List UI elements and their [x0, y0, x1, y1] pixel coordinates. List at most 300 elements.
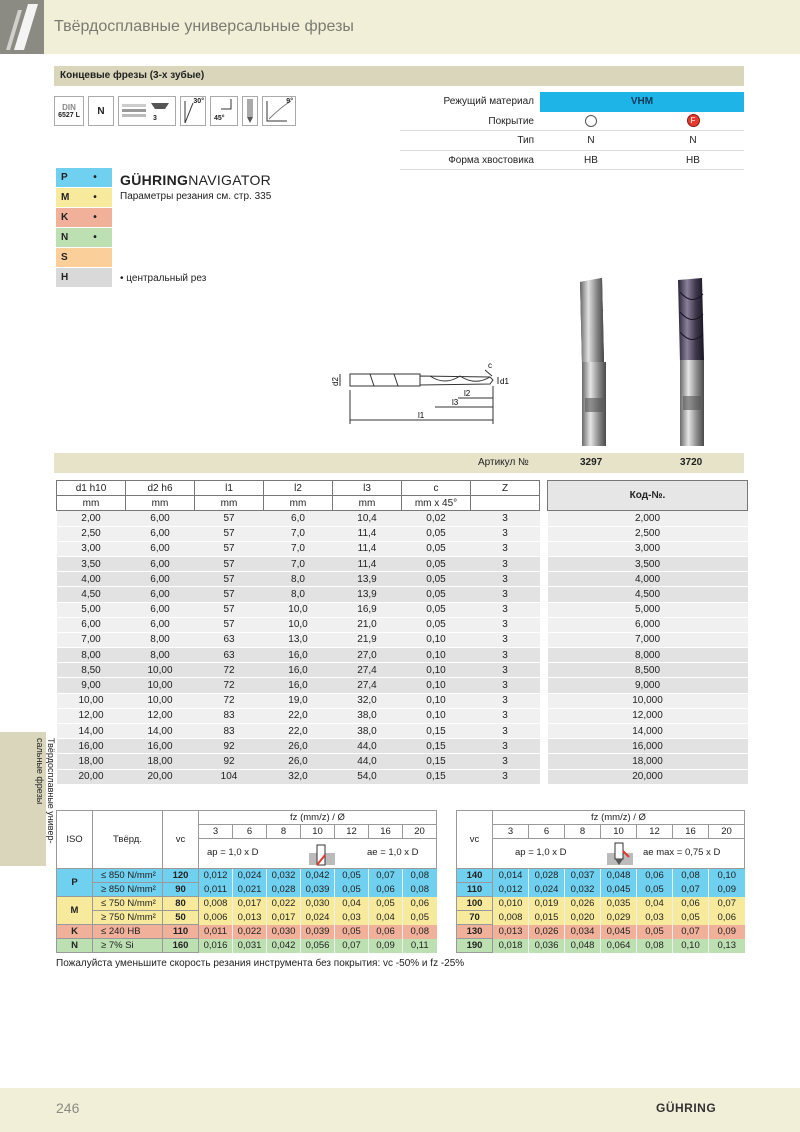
col-c: c	[402, 481, 471, 496]
type-icon	[88, 96, 114, 126]
code-cell: 14,000	[548, 724, 748, 739]
tool-icons	[54, 96, 296, 126]
diameter: 16	[369, 825, 403, 839]
coating-badge: F	[687, 114, 700, 127]
diameter: 8	[267, 825, 301, 839]
fz-cell: 0,028	[267, 883, 301, 897]
table-cell: 44,0	[333, 754, 402, 769]
fz-cell: 0,06	[369, 883, 403, 897]
table-cell: 0,05	[402, 617, 471, 632]
gap	[540, 632, 548, 647]
fz-cell: 0,048	[565, 939, 601, 953]
fz-cell: 0,056	[301, 939, 335, 953]
table-cell: 57	[195, 617, 264, 632]
relief-angle-icon	[262, 96, 296, 126]
fz-cell: 0,024	[301, 911, 335, 925]
table-cell: 92	[195, 754, 264, 769]
vc-header: vc	[457, 811, 493, 869]
iso-row-h	[56, 268, 112, 287]
code-cell: 9,000	[548, 678, 748, 693]
iso-row-k	[56, 208, 112, 227]
cutting-row	[457, 883, 745, 897]
diameter: 8	[565, 825, 601, 839]
code-cell: 6,000	[548, 617, 748, 632]
fz-cell: 0,026	[565, 897, 601, 911]
fz-cell: 0,08	[403, 869, 437, 883]
chamfer-value: 45°	[214, 115, 225, 122]
table-cell: 3	[471, 541, 540, 556]
iso-groups	[56, 168, 112, 288]
fz-cell: 0,036	[529, 939, 565, 953]
ap-ae-cell-left	[199, 839, 437, 869]
table-cell: 3	[471, 587, 540, 602]
unit: mm	[57, 496, 126, 511]
iso-row-m	[56, 188, 112, 207]
gap	[540, 663, 548, 678]
gap	[540, 511, 548, 526]
property-row	[400, 112, 744, 132]
fz-cell: 0,11	[403, 939, 437, 953]
fz-cell: 0,04	[369, 911, 403, 925]
unit: mm x 45°	[402, 496, 471, 511]
diameter: 20	[709, 825, 745, 839]
table-cell: 3	[471, 693, 540, 708]
table-cell: 18,00	[126, 754, 195, 769]
table-cell: 3	[471, 572, 540, 587]
fz-cell: 0,029	[601, 911, 637, 925]
fz-cell: 0,10	[709, 869, 745, 883]
fz-cell: 0,032	[565, 883, 601, 897]
col-code: Код-№.	[548, 481, 748, 511]
vc-cell: 160	[163, 939, 199, 953]
fz-cell: 0,045	[601, 925, 637, 939]
table-cell: 0,05	[402, 587, 471, 602]
fz-cell: 0,034	[565, 925, 601, 939]
property-label: Покрытие	[488, 115, 534, 127]
property-row	[400, 131, 744, 151]
iso-letter: N	[61, 232, 69, 243]
table-cell: 21,9	[333, 632, 402, 647]
table-cell: 16,00	[57, 739, 126, 754]
table-cell: 20,00	[126, 769, 195, 784]
article-label: Артикул №	[478, 457, 529, 468]
fz-cell: 0,07	[369, 869, 403, 883]
table-cell: 3	[471, 754, 540, 769]
iso-cell: M	[57, 897, 93, 925]
code-cell: 16,000	[548, 739, 748, 754]
label-l1: l1	[418, 411, 425, 420]
cutting-row	[57, 911, 437, 925]
fz-cell: 0,016	[199, 939, 233, 953]
diameter: 12	[335, 825, 369, 839]
cutting-row	[57, 869, 437, 883]
table-cell: 3	[471, 739, 540, 754]
table-header-row	[57, 481, 748, 496]
cutting-row	[57, 925, 437, 939]
code-cell: 8,000	[548, 648, 748, 663]
fz-cell: 0,05	[335, 869, 369, 883]
table-cell: 7,00	[57, 632, 126, 647]
table-cell: 38,0	[333, 708, 402, 723]
fz-cell: 0,07	[709, 897, 745, 911]
flutes-value: 3	[153, 115, 157, 122]
table-cell: 54,0	[333, 769, 402, 784]
fz-cell: 0,10	[673, 939, 709, 953]
table-cell: 27,0	[333, 648, 402, 663]
cutting-row	[457, 939, 745, 953]
fz-cell: 0,08	[637, 939, 673, 953]
fz-cell: 0,06	[673, 897, 709, 911]
fz-cell: 0,05	[369, 897, 403, 911]
table-cell: 57	[195, 587, 264, 602]
table-cell: 0,02	[402, 511, 471, 526]
code-cell: 12,000	[548, 708, 748, 723]
table-cell: 72	[195, 678, 264, 693]
table-cell: 72	[195, 693, 264, 708]
table-cell: 21,0	[333, 617, 402, 632]
table-cell: 83	[195, 724, 264, 739]
iso-letter: P	[61, 172, 68, 183]
din-icon	[54, 96, 84, 126]
iso-letter: S	[61, 252, 68, 263]
fz-cell: 0,042	[301, 869, 335, 883]
coating-none	[540, 112, 642, 131]
fz-cell: 0,06	[709, 911, 745, 925]
side-tab	[0, 732, 56, 866]
fz-cell: 0,008	[493, 911, 529, 925]
din-value: 6527 L	[58, 112, 80, 119]
fz-cell: 0,064	[601, 939, 637, 953]
gap	[540, 754, 548, 769]
table-cell: 16,9	[333, 602, 402, 617]
side-milling-icon	[605, 841, 635, 867]
table-cell: 13,9	[333, 572, 402, 587]
gap	[540, 572, 548, 587]
table-cell: 7,0	[264, 541, 333, 556]
table-cell: 57	[195, 602, 264, 617]
fz-cell: 0,05	[673, 911, 709, 925]
col-d2: d2 h6	[126, 481, 195, 496]
hardness-cell: ≥ 7% Si	[93, 939, 163, 953]
cutting-row	[457, 925, 745, 939]
end-mill-drawing-icon	[330, 360, 510, 450]
table-cell: 104	[195, 769, 264, 784]
table-cell: 72	[195, 663, 264, 678]
footer-brand-logo: GÜHRING	[656, 1101, 717, 1115]
table-cell: 0,05	[402, 541, 471, 556]
table-cell: 16,0	[264, 678, 333, 693]
table-cell: 6,00	[126, 526, 195, 541]
gap	[540, 602, 548, 617]
table-cell: 16,00	[126, 739, 195, 754]
table-cell: 3	[471, 526, 540, 541]
table-cell: 3	[471, 617, 540, 632]
table-row	[57, 678, 748, 693]
fz-cell: 0,05	[637, 883, 673, 897]
col-l3: l3	[333, 481, 402, 496]
table-cell: 6,00	[126, 541, 195, 556]
hardness-cell: ≤ 240 HB	[93, 925, 163, 939]
table-cell: 6,00	[126, 602, 195, 617]
table-cell: 22,0	[264, 724, 333, 739]
col-d1: d1 h10	[57, 481, 126, 496]
article-number-1: 3297	[580, 457, 603, 468]
label-l3: l3	[452, 398, 459, 407]
milling-icon	[119, 97, 175, 125]
iso-mark: •	[93, 212, 97, 223]
dimensions-table	[56, 480, 748, 785]
gap	[540, 617, 548, 632]
fz-cell: 0,04	[637, 897, 673, 911]
property-label: Режущий материал	[443, 96, 534, 107]
table-cell: 3,00	[57, 541, 126, 556]
table-cell: 11,4	[333, 556, 402, 571]
table-cell: 63	[195, 648, 264, 663]
table-cell: 3	[471, 632, 540, 647]
fz-cell: 0,028	[529, 869, 565, 883]
table-cell: 6,00	[126, 572, 195, 587]
fz-cell: 0,035	[601, 897, 637, 911]
fz-header: fz (mm/z) / Ø	[493, 811, 745, 825]
navigator-brand-light: NAVIGATOR	[188, 172, 272, 188]
table-cell: 57	[195, 541, 264, 556]
vc-cell: 70	[457, 911, 493, 925]
iso-letter: K	[61, 212, 69, 223]
label-l2: l2	[464, 389, 471, 398]
ap-right: ap = 1,0 x D	[515, 847, 567, 858]
hardness-cell: ≥ 850 N/mm²	[93, 883, 163, 897]
gap	[540, 648, 548, 663]
table-cell: 0,10	[402, 648, 471, 663]
shank-value-1: HB	[584, 154, 598, 166]
navigator-brand	[120, 172, 271, 188]
fz-header: fz (mm/z) / Ø	[199, 811, 437, 825]
unit: mm	[264, 496, 333, 511]
table-cell: 10,00	[126, 678, 195, 693]
cutting-row	[57, 897, 437, 911]
table-cell: 38,0	[333, 724, 402, 739]
table-cell: 44,0	[333, 739, 402, 754]
table-row	[57, 541, 748, 556]
table-row	[57, 724, 748, 739]
table-cell: 0,05	[402, 526, 471, 541]
fz-cell: 0,05	[403, 911, 437, 925]
fz-cell: 0,011	[199, 883, 233, 897]
fz-cell: 0,012	[199, 869, 233, 883]
table-cell: 27,4	[333, 663, 402, 678]
table-row	[57, 556, 748, 571]
fz-cell: 0,09	[709, 925, 745, 939]
table-cell: 11,4	[333, 541, 402, 556]
vc-cell: 110	[163, 925, 199, 939]
table-cell: 5,00	[57, 602, 126, 617]
code-cell: 2,500	[548, 526, 748, 541]
unit	[471, 496, 540, 511]
table-cell: 6,00	[126, 556, 195, 571]
fz-cell: 0,07	[673, 925, 709, 939]
hardness-header: Твёрд.	[93, 811, 163, 869]
table-cell: 3	[471, 724, 540, 739]
iso-cell: N	[57, 939, 93, 953]
fz-cell: 0,08	[403, 925, 437, 939]
fz-cell: 0,06	[403, 897, 437, 911]
table-cell: 8,00	[126, 648, 195, 663]
property-row	[400, 151, 744, 171]
table-cell: 63	[195, 632, 264, 647]
fz-cell: 0,039	[301, 883, 335, 897]
fz-cell: 0,03	[637, 911, 673, 925]
chamfer-icon	[210, 96, 238, 126]
table-cell: 10,4	[333, 511, 402, 526]
vc-cell: 50	[163, 911, 199, 925]
label-c: c	[488, 361, 492, 370]
table-cell: 4,00	[57, 572, 126, 587]
table-row	[57, 511, 748, 526]
material-value: VHM	[540, 92, 744, 112]
iso-letter: M	[61, 192, 70, 203]
gap	[540, 693, 548, 708]
table-cell: 8,0	[264, 587, 333, 602]
code-cell: 10,000	[548, 693, 748, 708]
vc-cell: 130	[457, 925, 493, 939]
iso-header: ISO	[57, 811, 93, 869]
ae-right: ae max = 0,75 x D	[643, 847, 721, 858]
hardness-cell: ≥ 750 N/mm²	[93, 911, 163, 925]
fz-cell: 0,09	[369, 939, 403, 953]
table-cell: 3	[471, 769, 540, 784]
table-cell: 0,05	[402, 602, 471, 617]
brand-slash-icon	[0, 0, 44, 54]
cutting-row	[457, 911, 745, 925]
table-row	[57, 632, 748, 647]
iso-row-s	[56, 248, 112, 267]
empty-circle-icon	[585, 115, 597, 127]
table-cell: 0,15	[402, 724, 471, 739]
code-cell: 4,500	[548, 587, 748, 602]
fz-cell: 0,013	[493, 925, 529, 939]
vc-cell: 90	[163, 883, 199, 897]
slot-milling-icon	[307, 841, 337, 867]
fz-cell: 0,042	[267, 939, 301, 953]
table-cell: 57	[195, 511, 264, 526]
table-cell: 7,0	[264, 526, 333, 541]
table-row	[57, 693, 748, 708]
fz-cell: 0,011	[199, 925, 233, 939]
fz-cell: 0,039	[301, 925, 335, 939]
page-footer	[0, 1088, 800, 1132]
iso-row-n	[56, 228, 112, 247]
table-cell: 8,0	[264, 572, 333, 587]
technical-drawing	[330, 360, 510, 453]
fz-cell: 0,07	[335, 939, 369, 953]
table-cell: 26,0	[264, 754, 333, 769]
table-cell: 6,00	[126, 617, 195, 632]
fz-cell: 0,022	[267, 897, 301, 911]
tool-properties	[400, 92, 744, 170]
fz-cell: 0,05	[335, 883, 369, 897]
table-cell: 2,00	[57, 511, 126, 526]
fz-cell: 0,015	[529, 911, 565, 925]
vc-cell: 190	[457, 939, 493, 953]
iso-cell: P	[57, 869, 93, 897]
table-row	[57, 663, 748, 678]
fz-cell: 0,03	[335, 911, 369, 925]
din-label: DIN	[62, 103, 76, 112]
table-cell: 0,15	[402, 754, 471, 769]
diameter: 6	[529, 825, 565, 839]
gap	[540, 739, 548, 754]
logo-tile	[0, 0, 44, 54]
unit: mm	[333, 496, 402, 511]
vc-cell: 140	[457, 869, 493, 883]
fz-cell: 0,024	[233, 869, 267, 883]
vc-header: vc	[163, 811, 199, 869]
table-cell: 3	[471, 648, 540, 663]
fz-cell: 0,06	[637, 869, 673, 883]
cutting-row	[457, 869, 745, 883]
page-title: Твёрдосплавные универсальные фрезы	[54, 18, 354, 35]
diameter: 3	[199, 825, 233, 839]
code-cell: 20,000	[548, 769, 748, 784]
fz-cell: 0,031	[233, 939, 267, 953]
gap	[540, 587, 548, 602]
table-cell: 3	[471, 663, 540, 678]
fz-cell: 0,06	[369, 925, 403, 939]
ap-left: ap = 1,0 x D	[207, 847, 259, 858]
feature-center-cut: • центральный рез	[120, 273, 207, 284]
code-cell: 3,000	[548, 541, 748, 556]
table-cell: 12,00	[57, 708, 126, 723]
gap	[540, 724, 548, 739]
table-cell: 14,00	[57, 724, 126, 739]
fz-cell: 0,08	[403, 883, 437, 897]
fz-cell: 0,019	[529, 897, 565, 911]
fz-cell: 0,037	[565, 869, 601, 883]
table-cell: 12,00	[126, 708, 195, 723]
fz-cell: 0,018	[493, 939, 529, 953]
section-title: Концевые фрезы (3-х зубые)	[54, 66, 744, 86]
navigator-brand-bold: GÜHRING	[120, 172, 189, 188]
hardness-cell: ≤ 850 N/mm²	[93, 869, 163, 883]
table-cell: 0,05	[402, 556, 471, 571]
fz-cell: 0,013	[233, 911, 267, 925]
diameter: 20	[403, 825, 437, 839]
iso-letter: H	[61, 272, 69, 283]
fz-cell: 0,08	[673, 869, 709, 883]
table-cell: 3	[471, 678, 540, 693]
tool-images	[570, 276, 720, 455]
table-cell: 16,0	[264, 648, 333, 663]
table-cell: 7,0	[264, 556, 333, 571]
table-cell: 27,4	[333, 678, 402, 693]
fz-cell: 0,021	[233, 883, 267, 897]
table-cell: 57	[195, 526, 264, 541]
code-cell: 8,500	[548, 663, 748, 678]
fz-cell: 0,030	[267, 925, 301, 939]
table-cell: 10,00	[126, 693, 195, 708]
cutting-table-right	[456, 810, 745, 953]
side-tab-label: Твёрдосплавные универ-сальные фрезы	[35, 738, 56, 844]
table-cell: 18,00	[57, 754, 126, 769]
cutting-row	[57, 939, 437, 953]
unit: mm	[126, 496, 195, 511]
table-cell: 3,50	[57, 556, 126, 571]
col-l1: l1	[195, 481, 264, 496]
fz-cell: 0,008	[199, 897, 233, 911]
shank-value-2: HB	[686, 154, 700, 166]
gap	[540, 481, 548, 496]
fz-cell: 0,048	[601, 869, 637, 883]
